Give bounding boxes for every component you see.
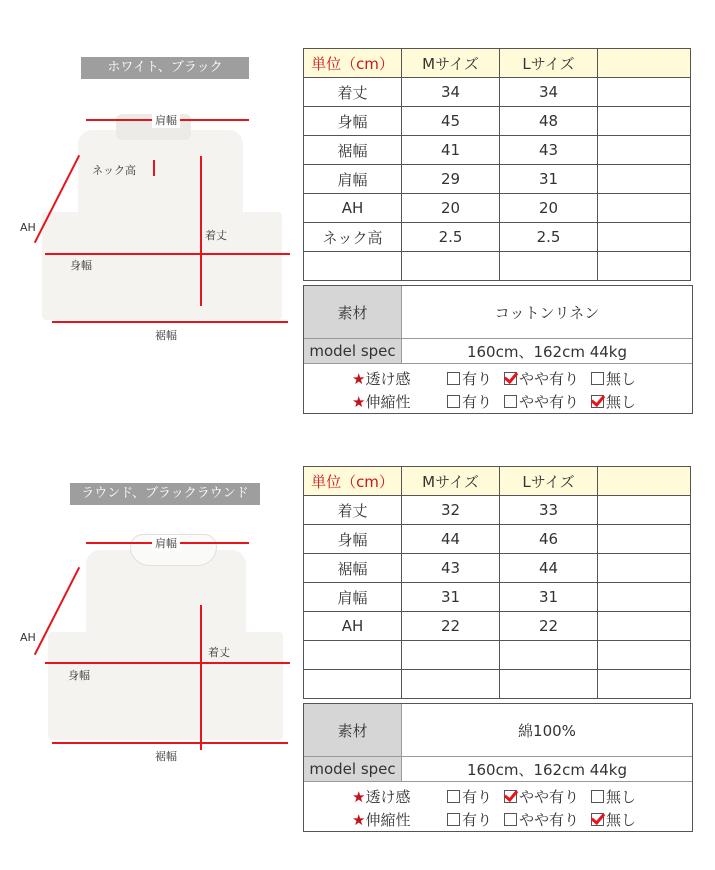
option-label: やや有り [519, 811, 580, 829]
measure-name: 肩幅 [304, 165, 402, 194]
checkbox-icon [447, 813, 460, 826]
l-value: 44 [500, 554, 598, 583]
rating-name: 透け感 [365, 788, 411, 806]
model-spec-row [304, 757, 692, 782]
measure-name [304, 641, 402, 670]
garment-lower-body [48, 632, 283, 740]
l-value: 48 [500, 107, 598, 136]
checkbox-icon [504, 813, 517, 826]
rating-name: 透け感 [365, 370, 411, 388]
measure-name: AH [304, 612, 402, 641]
option-label: 有り [462, 811, 493, 829]
length-label: 着丈 [205, 229, 227, 242]
m-value: 20 [402, 194, 500, 223]
neck-height-label: ネック高 [92, 164, 136, 177]
measure-name: 身幅 [304, 107, 402, 136]
option-label: 無し [606, 393, 637, 411]
model-spec-value: 160cm、162cm 44kg [466, 342, 628, 361]
table-row [304, 525, 691, 554]
unit-header: 単位（cm） [304, 49, 402, 78]
m-value: 32 [402, 496, 500, 525]
empty-cell [598, 583, 691, 612]
m-size-header: Mサイズ [402, 49, 500, 78]
star-icon: ★ [352, 370, 366, 388]
l-value: 31 [500, 583, 598, 612]
chest-arrow [45, 662, 290, 664]
m-size-header: Mサイズ [402, 467, 500, 496]
measure-name: AH [304, 194, 402, 223]
table-row [304, 583, 691, 612]
l-value [500, 641, 598, 670]
option-label: やや有り [519, 788, 580, 806]
measure-name [304, 670, 402, 699]
l-value: 20 [500, 194, 598, 223]
table-header-row [304, 467, 691, 496]
hem-label: 裾幅 [155, 750, 177, 763]
star-icon: ★ [352, 393, 366, 411]
option-label: 有り [462, 788, 493, 806]
rating-transparency [304, 786, 692, 809]
m-value: 45 [402, 107, 500, 136]
variant-label: ホワイト、ブラック [81, 57, 249, 79]
m-value: 31 [402, 583, 500, 612]
measure-name: 裾幅 [304, 554, 402, 583]
measure-name: 着丈 [304, 496, 402, 525]
chest-label: 身幅 [68, 669, 90, 682]
m-value [402, 670, 500, 699]
armhole-label: AH [20, 631, 36, 644]
measure-name: 裾幅 [304, 136, 402, 165]
checkbox-icon [447, 790, 460, 803]
model-spec-label: model spec [304, 757, 402, 781]
empty-header [598, 467, 691, 496]
empty-cell [598, 612, 691, 641]
table-row [304, 554, 691, 583]
empty-cell [598, 641, 691, 670]
material-value: コットンリネン [494, 303, 600, 322]
l-value: 31 [500, 165, 598, 194]
l-size-header: Lサイズ [500, 467, 598, 496]
l-size-header: Lサイズ [500, 49, 598, 78]
checkbox-icon [591, 790, 604, 803]
star-icon: ★ [352, 788, 366, 806]
material-row [304, 704, 692, 757]
material-value: 綿100% [518, 721, 576, 740]
star-icon: ★ [352, 811, 366, 829]
option-label: 有り [462, 393, 493, 411]
hem-label: 裾幅 [155, 329, 177, 342]
ratings [304, 782, 692, 836]
l-value: 43 [500, 136, 598, 165]
length-arrow [200, 605, 202, 750]
l-value: 22 [500, 612, 598, 641]
armhole-label: AH [20, 221, 36, 234]
m-value: 41 [402, 136, 500, 165]
table-row [304, 612, 691, 641]
option-label: 無し [606, 788, 637, 806]
option-label: やや有り [519, 370, 580, 388]
option-label: やや有り [519, 393, 580, 411]
rating-name: 伸縮性 [365, 393, 411, 411]
model-spec-value: 160cm、162cm 44kg [466, 760, 628, 779]
table-row [304, 670, 691, 699]
measure-name: 身幅 [304, 525, 402, 554]
garment-diagram [0, 520, 300, 770]
m-value: 43 [402, 554, 500, 583]
option-label: 無し [606, 811, 637, 829]
material-label: 素材 [304, 286, 402, 338]
variant-label: ラウンド、ブラックラウンド [70, 483, 260, 505]
l-value [500, 670, 598, 699]
table-row [304, 641, 691, 670]
l-value: 46 [500, 525, 598, 554]
shoulder-label: 肩幅 [152, 535, 180, 551]
m-value: 44 [402, 525, 500, 554]
table-row [304, 496, 691, 525]
option-label: 有り [462, 370, 493, 388]
l-value: 34 [500, 78, 598, 107]
hem-arrow [52, 742, 288, 744]
shoulder-label: 肩幅 [152, 112, 180, 128]
m-value: 22 [402, 612, 500, 641]
rating-name: 伸縮性 [365, 811, 411, 829]
unit-header: 単位（cm） [304, 467, 402, 496]
rating-stretch [304, 809, 692, 832]
model-spec-label: model spec [304, 339, 402, 363]
l-value: 33 [500, 496, 598, 525]
m-value [402, 641, 500, 670]
size-table [303, 466, 691, 699]
empty-cell [598, 496, 691, 525]
m-value: 29 [402, 165, 500, 194]
length-label: 着丈 [208, 646, 230, 659]
m-value: 34 [402, 78, 500, 107]
option-label: 無し [606, 370, 637, 388]
checked-checkbox-icon [591, 813, 604, 826]
measure-name: 着丈 [304, 78, 402, 107]
measure-name: ネック高 [304, 223, 402, 252]
material-label: 素材 [304, 704, 402, 756]
m-value: 2.5 [402, 223, 500, 252]
empty-cell [598, 670, 691, 699]
l-value: 2.5 [500, 223, 598, 252]
chest-label: 身幅 [70, 259, 92, 272]
spec-panel [303, 703, 693, 832]
measure-name: 肩幅 [304, 583, 402, 612]
empty-cell [598, 525, 691, 554]
checked-checkbox-icon [504, 790, 517, 803]
empty-cell [598, 554, 691, 583]
